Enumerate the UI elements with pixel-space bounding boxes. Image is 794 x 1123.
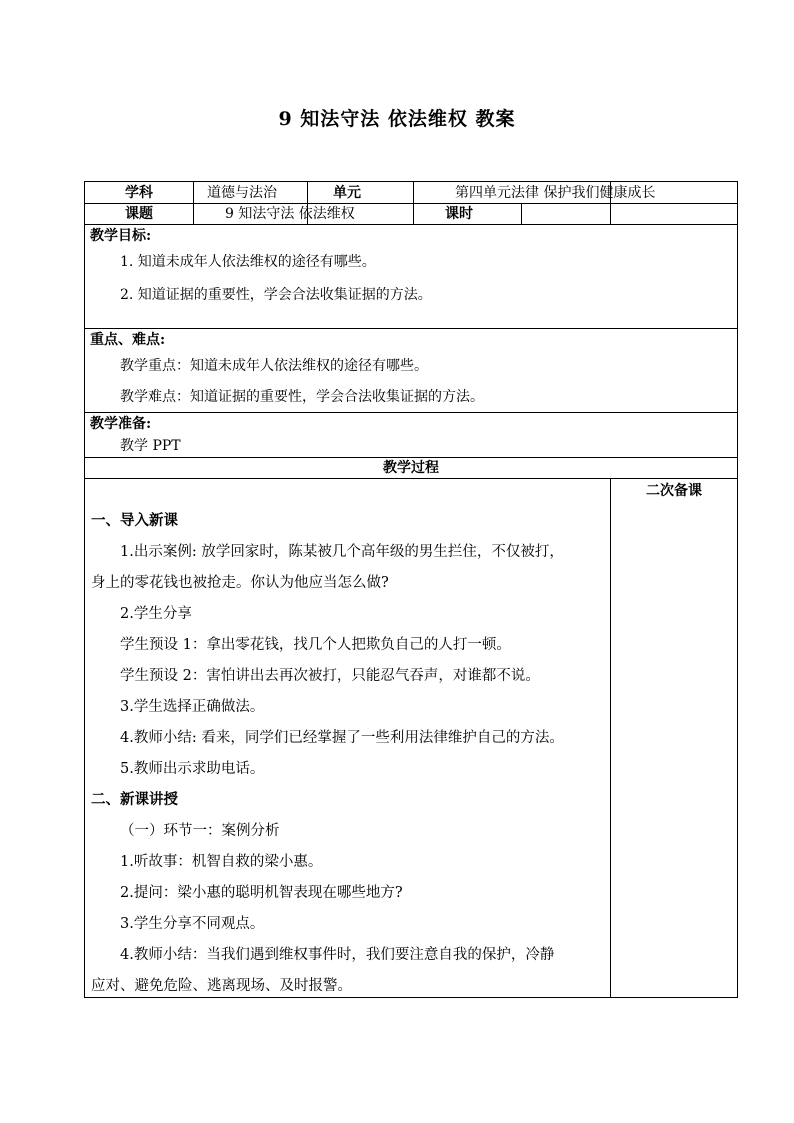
col-divider [193,182,194,224]
key-point-item: 教学重点：知道未成年人依法维权的途径有哪些。 [120,358,428,374]
col-divider [413,182,414,224]
topic-value: 9 知法守法 依法维权 [225,206,355,222]
document-title: 9 知法守法 依法维权 教案 [278,108,516,130]
section-heading: 二、新课讲授 [91,791,178,808]
process-line: 3.学生选择正确做法。 [120,699,265,715]
col-divider [521,203,522,224]
section-heading: 一、导入新课 [91,512,178,529]
process-line: 2.学生分享 [120,606,192,622]
topic-label: 课题 [125,206,153,222]
objective-item: 1. 知道未成年人依法维权的途径有哪些。 [120,254,376,270]
col-divider [610,478,611,997]
process-line: 1.听故事：机智自救的梁小惠。 [120,854,323,870]
objective-item: 2. 知道证据的重要性，学会合法收集证据的方法。 [120,287,432,303]
process-line: 身上的零花钱也被抢走。你认为他应当怎么做? [91,575,389,591]
key-point-item: 教学难点：知道证据的重要性，学会合法收集证据的方法。 [120,389,484,405]
preparation-heading: 教学准备: [90,416,152,432]
process-line: 应对、避免危险、逃离现场、及时报警。 [91,978,352,994]
preparation-value: 教学 PPT [120,438,181,454]
key-points-heading: 重点、难点: [90,332,166,348]
process-line: 学生预设 2：害怕讲出去再次被打，只能忍气吞声，对谁都不说。 [120,668,540,684]
row-divider [85,224,737,225]
row-divider [85,412,737,413]
subject-label: 学科 [125,185,153,201]
process-body [91,511,606,994]
objectives-heading: 教学目标: [90,228,152,244]
unit-label: 单元 [333,185,361,201]
row-divider [85,478,737,479]
lesson-plan-table [84,181,738,998]
second-prep-heading: 二次备课 [646,483,702,499]
unit-value: 第四单元法律 保护我们健康成长 [455,185,656,201]
subject-value: 道德与法治 [207,185,277,201]
hours-label: 课时 [445,206,473,222]
process-line: 学生预设 1：拿出零花钱，找几个人把欺负自己的人打一顿。 [120,637,511,653]
process-line: （一）环节一：案例分析 [120,823,280,839]
process-line: 2.提问：梁小惠的聪明机智表现在哪些地方? [120,885,403,901]
row-divider [85,328,737,329]
process-heading: 教学过程 [383,460,439,476]
process-line: 3.学生分享不同观点。 [120,916,265,932]
process-line: 1.出示案例: 放学回家时，陈某被几个高年级的男生拦住，不仅被打， [120,544,564,560]
process-line: 4.教师小结：当我们遇到维权事件时，我们要注意自我的保护，冷静 [120,947,555,963]
process-line: 5.教师出示求助电话。 [120,761,265,777]
process-line: 4.教师小结: 看来，同学们已经掌握了一些利用法律维护自己的方法。 [120,730,564,746]
